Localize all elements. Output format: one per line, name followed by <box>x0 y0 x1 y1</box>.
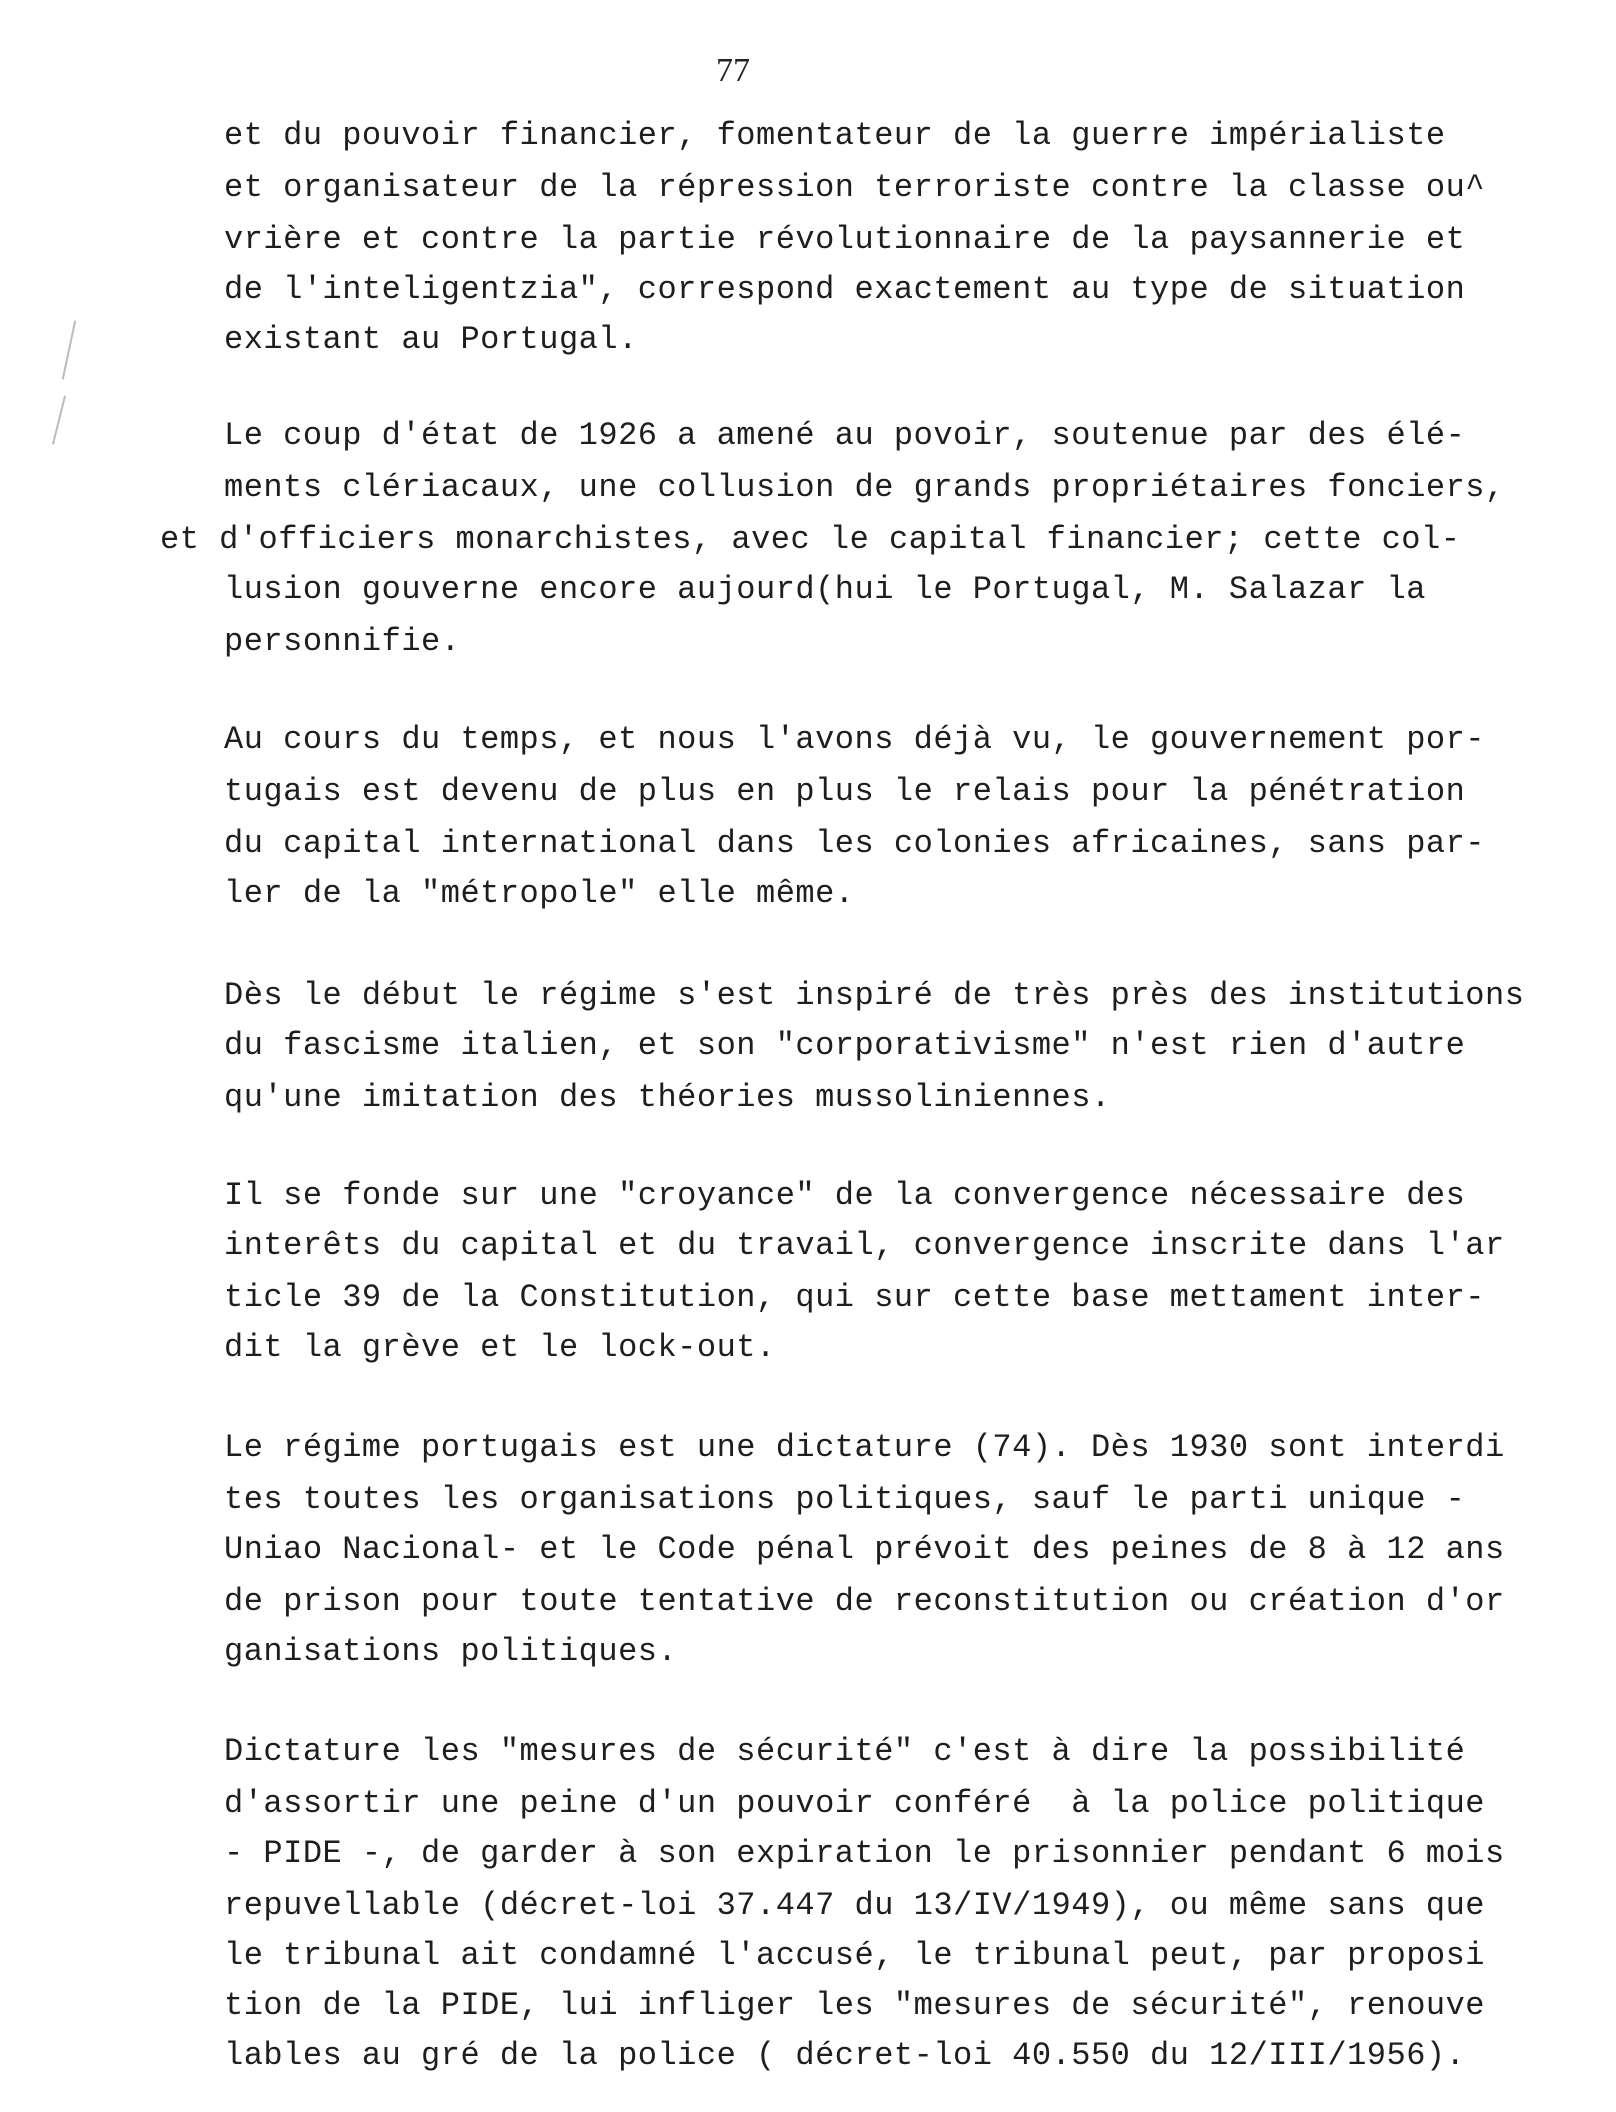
text-line: Au cours du temps, et nous l'avons déjà vu, le gouvernement por- <box>224 721 1485 758</box>
text-line: et organisateur de la répression terroriste contre la classe ou^ <box>224 169 1485 206</box>
text-line: Dès le début le régime s'est inspiré de très près des institutions <box>224 977 1525 1014</box>
margin-pencil-mark <box>52 396 66 445</box>
text-line: de l'inteligentzia", correspond exactement au type de situation <box>224 271 1466 308</box>
text-line: tugais est devenu de plus en plus le relais pour la pénétration <box>224 773 1466 810</box>
text-line: du fascisme italien, et son "corporativisme" n'est rien d'autre <box>224 1027 1466 1064</box>
text-line: tes toutes les organisations politiques, sauf le parti unique - <box>224 1481 1466 1518</box>
text-line: le tribunal ait condamné l'accusé, le tribunal peut, par proposi <box>224 1937 1485 1974</box>
margin-pencil-mark <box>62 320 76 379</box>
text-line: et du pouvoir financier, fomentateur de la guerre impérialiste <box>224 117 1446 154</box>
text-line: qu'une imitation des théories mussoliniennes. <box>224 1079 1111 1116</box>
text-line: personnifie. <box>224 623 461 660</box>
text-line: vrière et contre la partie révolutionnaire de la paysannerie et <box>224 221 1466 258</box>
text-line: ticle 39 de la Constitution, qui sur cette base mettament inter- <box>224 1279 1485 1316</box>
text-line: Dictature les "mesures de sécurité" c'est à dire la possibilité <box>224 1733 1466 1770</box>
text-line: Le régime portugais est une dictature (74). Dès 1930 sont interdi <box>224 1429 1505 1466</box>
text-line: lusion gouverne encore aujourd(hui le Portugal, M. Salazar la <box>224 571 1426 608</box>
text-line: ganisations politiques. <box>224 1633 678 1670</box>
text-line: Uniao Nacional- et le Code pénal prévoit des peines de 8 à 12 ans <box>224 1531 1505 1568</box>
text-line: de prison pour toute tentative de reconstitution ou création d'or <box>224 1583 1505 1620</box>
text-line: Le coup d'état de 1926 a amené au povoir, soutenue par des élé- <box>224 417 1466 454</box>
text-line: tion de la PIDE, lui infliger les "mesures de sécurité", renouve <box>224 1987 1485 2024</box>
text-line: repuvellable (décret-loi 37.447 du 13/IV/1949), ou même sans que <box>224 1887 1485 1924</box>
text-line: - PIDE -, de garder à son expiration le prisonnier pendant 6 mois <box>224 1835 1505 1872</box>
text-line: et d'officiers monarchistes, avec le capital financier; cette col- <box>160 521 1461 558</box>
page-number: 77 <box>716 52 750 89</box>
text-line: interêts du capital et du travail, convergence inscrite dans l'ar <box>224 1227 1505 1264</box>
text-line: dit la grève et le lock-out. <box>224 1329 776 1366</box>
text-line: existant au Portugal. <box>224 321 638 358</box>
text-line: du capital international dans les colonies africaines, sans par- <box>224 825 1485 862</box>
text-line: ments clériacaux, une collusion de grands propriétaires fonciers, <box>224 469 1505 506</box>
text-line: Il se fonde sur une "croyance" de la convergence nécessaire des <box>224 1177 1466 1214</box>
text-line: lables au gré de la police ( décret-loi 40.550 du 12/III/1956). <box>224 2037 1466 2074</box>
text-line: ler de la "métropole" elle même. <box>224 875 855 912</box>
text-line: d'assortir une peine d'un pouvoir conféré à la police politique <box>224 1785 1485 1822</box>
